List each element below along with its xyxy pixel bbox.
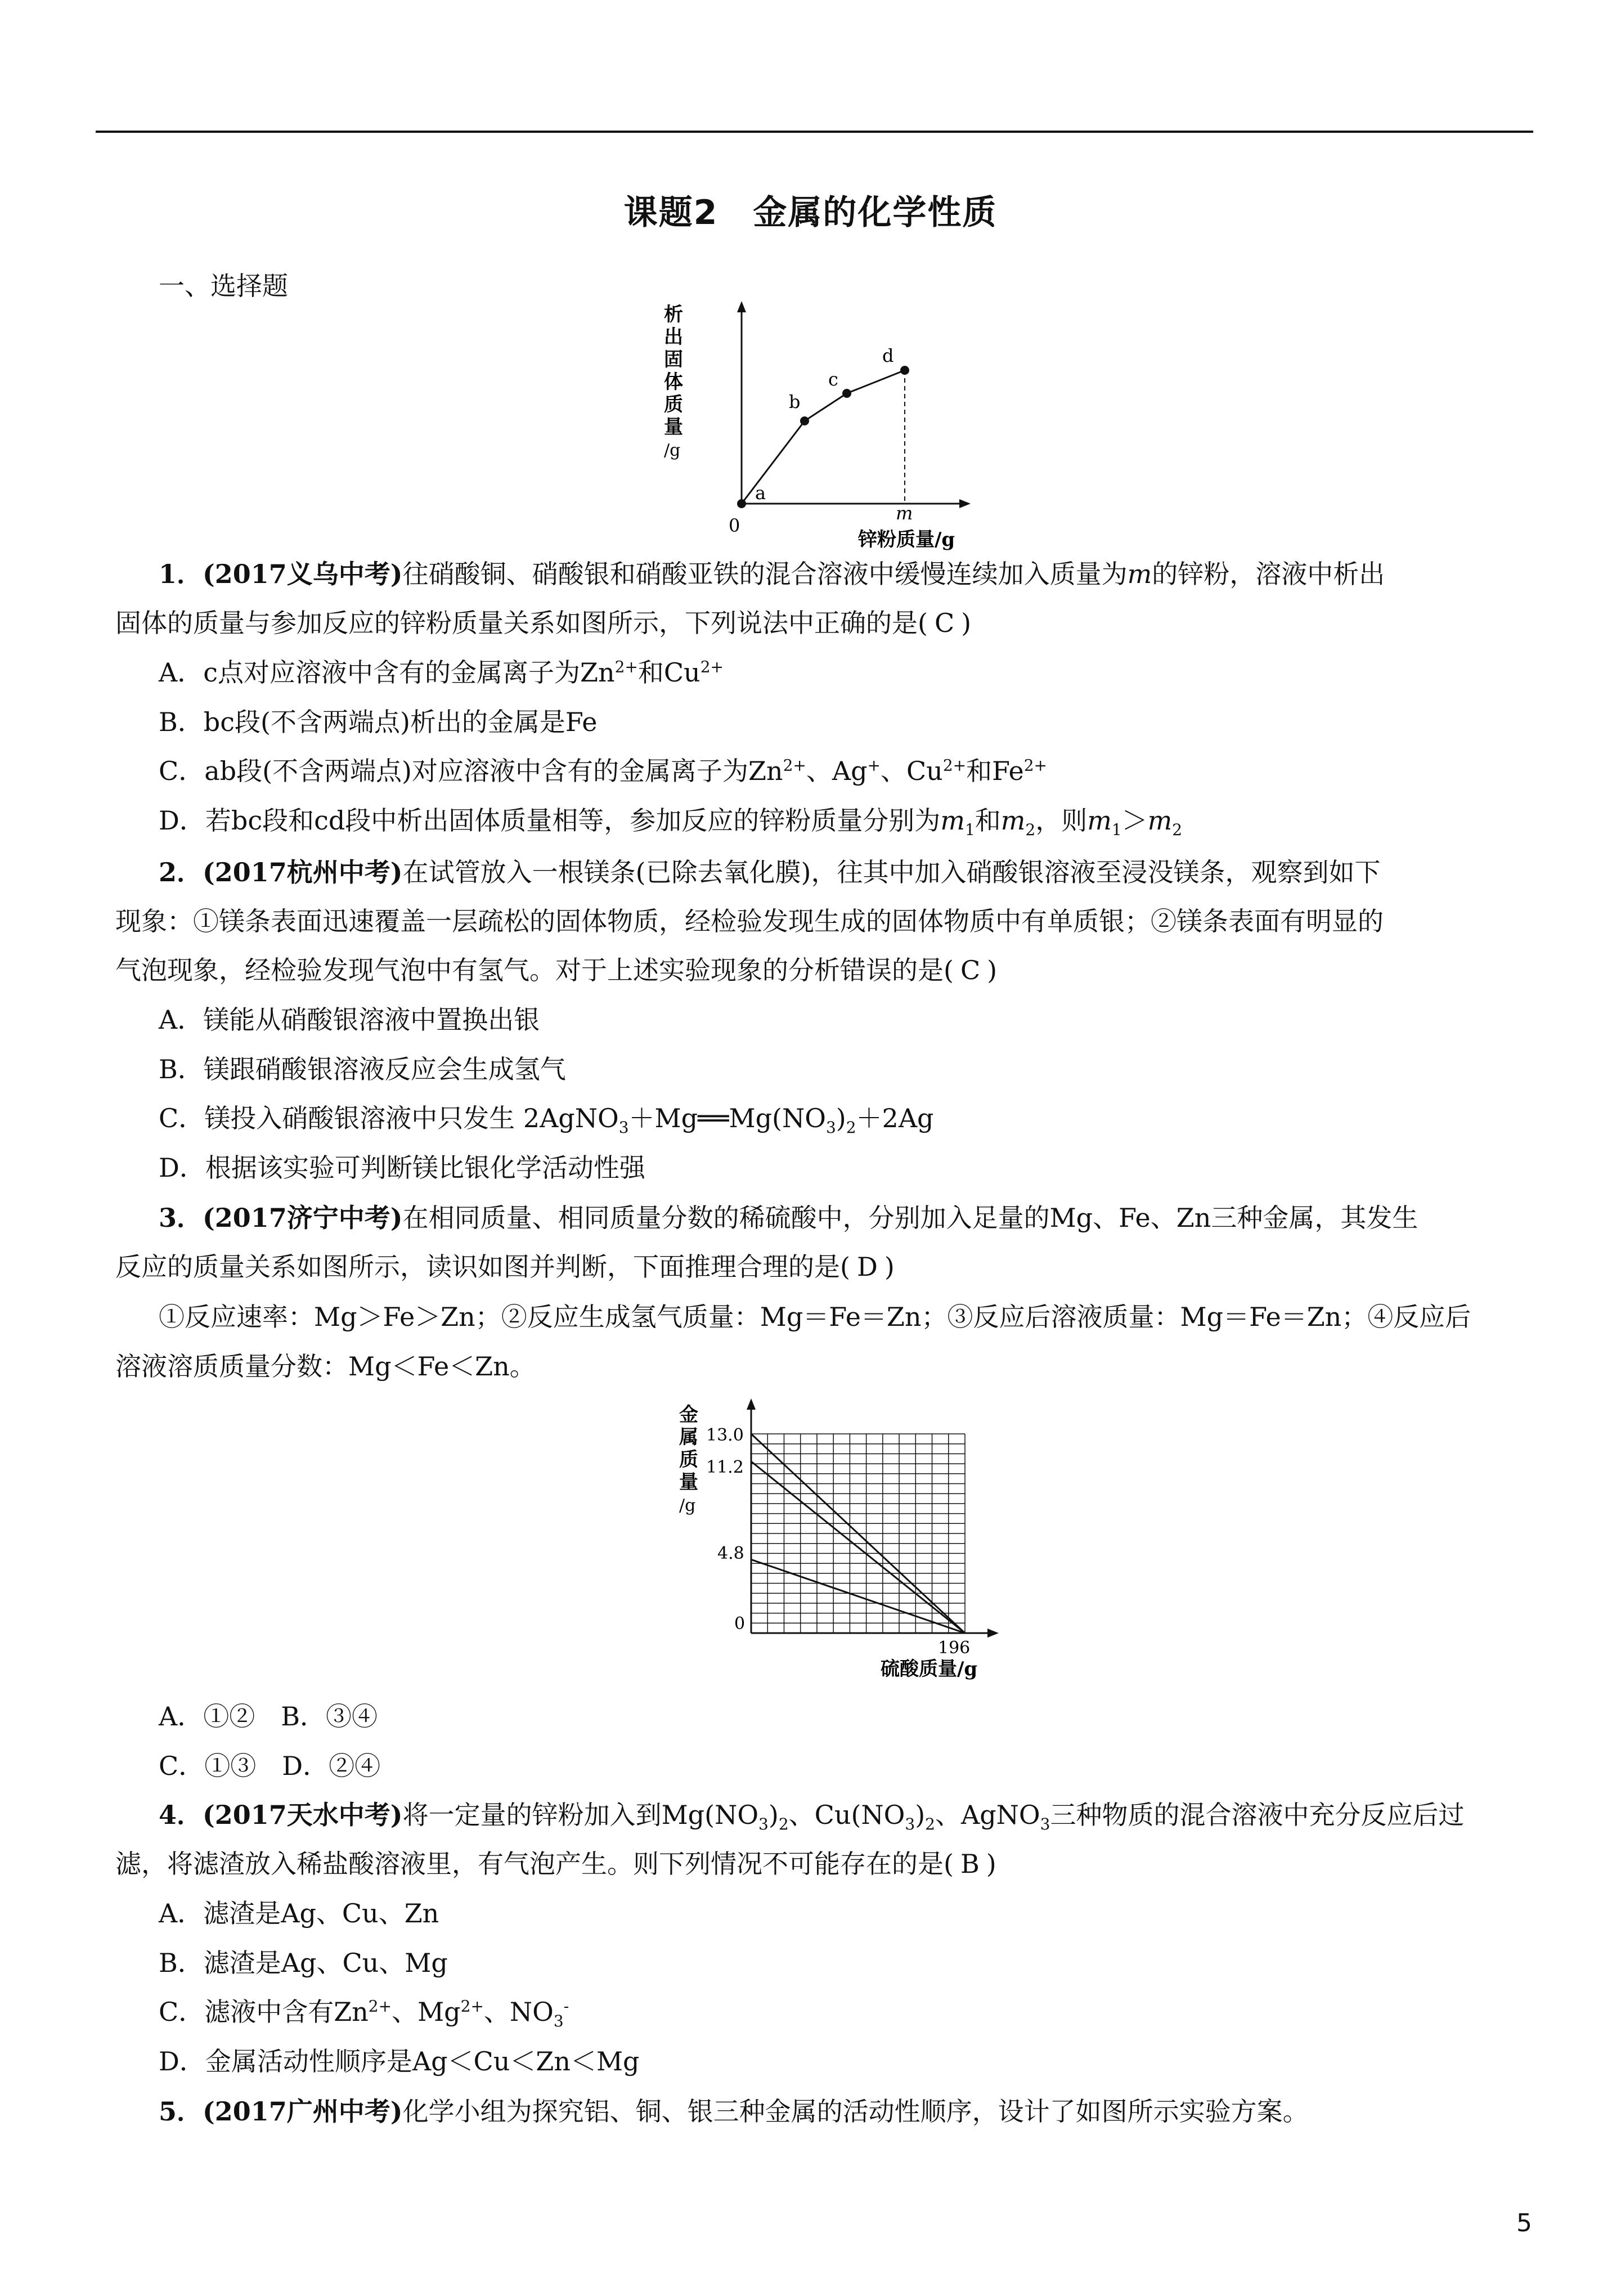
q2-line1 bbox=[159, 855, 1380, 889]
q4-source: (2017天水中考) bbox=[203, 1800, 403, 1830]
q2-c-sub3: 2 bbox=[846, 1118, 856, 1137]
q1-d-sub2: 2 bbox=[1025, 820, 1036, 840]
chart1-xlabel: 锌粉质量/g bbox=[858, 528, 955, 551]
q4-l1f: 三种物质的混合溶液中充分反应后过 bbox=[1050, 1800, 1465, 1830]
q3-line4: 溶液溶质质量分数：Mg＜Fe＜Zn。 bbox=[115, 1351, 536, 1382]
page-title: 课题2 金属的化学性质 bbox=[623, 193, 998, 232]
q1-c-text: C．ab段(不含两端点)对应溶液中含有的金属离子为Zn bbox=[159, 756, 783, 786]
q1-d-text: D．若bc段和cd段中析出固体质量相等，参加反应的锌粉质量分别为 bbox=[159, 805, 941, 836]
chart1-label-d: d bbox=[882, 345, 894, 366]
q2-option-d: D．根据该实验可判断镁比银化学活动性强 bbox=[159, 1153, 645, 1183]
chart1-ylabel-c6: /g bbox=[664, 441, 681, 460]
chart2-ylabel-c3: 量 bbox=[679, 1471, 698, 1494]
chart2-ylabel bbox=[679, 1403, 698, 1515]
q4-l1a: 将一定量的锌粉加入到Mg(NO bbox=[402, 1800, 759, 1830]
q1-c-sup4: 2+ bbox=[1023, 756, 1047, 775]
chart2-series-line-1 bbox=[751, 1461, 965, 1633]
section-heading: 一、选择题 bbox=[159, 271, 288, 301]
q3-source: (2017济宁中考) bbox=[203, 1203, 403, 1233]
q2-c-t1: C．镁投入硝酸银溶液中只发生 2AgNO bbox=[159, 1103, 619, 1133]
q4-c-sub3: 3 bbox=[553, 2012, 564, 2031]
q5-line1 bbox=[159, 2095, 1309, 2128]
q1-text3: 固体的质量与参加反应的锌粉质量关系如图所示，下列说法中正确的是( bbox=[115, 608, 928, 638]
q1-a-sup2: 2+ bbox=[700, 657, 724, 676]
q3-text1: 在相同质量、相同质量分数的稀硫酸中，分别加入足量的Mg、Fe、Zn三种金属，其发生 bbox=[402, 1203, 1418, 1233]
q4-l1b: ) bbox=[768, 1800, 779, 1830]
q2-source: (2017杭州中考) bbox=[203, 857, 403, 887]
q4-l1s5: 3 bbox=[1040, 1815, 1050, 1834]
q2-number: 2． bbox=[159, 857, 203, 887]
chart2-ytick-4: 4.8 bbox=[717, 1544, 744, 1563]
chart2-xlabel: 硫酸质量/g bbox=[881, 1658, 978, 1680]
q1-option-c bbox=[159, 754, 1047, 788]
q1-d-sub3: 1 bbox=[1111, 820, 1122, 840]
q2-c-sub2: 3 bbox=[825, 1118, 836, 1137]
chart2-series-line-2 bbox=[751, 1559, 965, 1633]
q1-d-and: 和 bbox=[975, 805, 1001, 836]
chart1-ylabel bbox=[664, 303, 683, 460]
q2-c-sub1: 3 bbox=[618, 1118, 629, 1137]
q2-c-t3: ) bbox=[836, 1103, 846, 1133]
chart2-ylabel-c4: /g bbox=[679, 1496, 696, 1515]
q3-answer: D bbox=[856, 1252, 878, 1282]
chart1-label-b: b bbox=[789, 391, 801, 412]
q4-l1d: ) bbox=[915, 1800, 926, 1830]
q2-option-b: B．镁跟硝酸银溶液反应会生成氢气 bbox=[159, 1054, 566, 1084]
q1-c-t3: 、Cu bbox=[880, 756, 943, 786]
chart1-x-arrow bbox=[959, 499, 971, 508]
q1-d-m1: m bbox=[940, 805, 965, 836]
chart2-ytick-13: 13.0 bbox=[706, 1425, 744, 1445]
chart2-y-arrow bbox=[747, 1398, 756, 1410]
q1-option-a bbox=[159, 656, 724, 689]
q1-c-sup2: + bbox=[867, 756, 881, 775]
q1-text2: 的锌粉，溶液中析出 bbox=[1152, 559, 1385, 589]
chart1-label-a: a bbox=[755, 482, 766, 504]
q1-c-sup3: 2+ bbox=[942, 756, 967, 775]
q1-a-sup1: 2+ bbox=[614, 657, 638, 676]
q1-d-m2: m bbox=[1000, 805, 1026, 836]
q5-source: (2017广州中考) bbox=[203, 2096, 403, 2127]
q4-option-b: B．滤渣是Ag、Cu、Mg bbox=[159, 1948, 448, 1978]
q1-d-sub1: 1 bbox=[964, 820, 975, 840]
chart2-ylabel-c1: 属 bbox=[679, 1426, 698, 1449]
q3-text2: 反应的质量关系如图所示，读识如图并判断，下面推理合理的是( bbox=[115, 1252, 850, 1282]
chart2-ytick-0: 0 bbox=[734, 1614, 746, 1634]
q2-line3 bbox=[115, 953, 997, 987]
q1-c-t4: 和Fe bbox=[966, 756, 1024, 786]
q3-number: 3． bbox=[159, 1203, 203, 1233]
q2-option-c bbox=[159, 1101, 933, 1135]
q1-d-gt: ＞ bbox=[1121, 805, 1148, 836]
chart1-ylabel-c2: 固 bbox=[664, 348, 683, 371]
q2-option-a: A．镁能从硝酸银溶液中置换出银 bbox=[159, 1004, 540, 1035]
q3-line2 bbox=[115, 1250, 895, 1284]
chart1-ylabel-c1: 出 bbox=[664, 326, 683, 348]
chart1-ylabel-c4: 质 bbox=[664, 393, 683, 416]
q4-line1 bbox=[159, 1798, 1464, 1832]
chart1-ylabel-c3: 体 bbox=[664, 371, 683, 393]
q1-number: 1． bbox=[159, 559, 203, 589]
q1-d-sub4: 2 bbox=[1172, 820, 1183, 840]
chart1-y-arrow bbox=[737, 301, 746, 312]
q4-l1s4: 2 bbox=[925, 1815, 935, 1834]
q4-l1e: 、AgNO bbox=[935, 1800, 1040, 1830]
q1-line2 bbox=[115, 606, 971, 640]
q2-line2: 现象：①镁条表面迅速覆盖一层疏松的固体物质，经检验发现生成的固体物质中有单质银；②镁条表面有明显的 bbox=[115, 906, 1384, 936]
q2-text3: 气泡现象，经检验发现气泡中有氢气。对于上述实验现象的分析错误的是( bbox=[115, 955, 954, 985]
q3-line3: ①反应速率：Mg＞Fe＞Zn；②反应生成氢气质量：Mg＝Fe＝Zn；③反应后溶液质量：Mg＝Fe＝Zn；④反应后 bbox=[159, 1302, 1471, 1332]
q4-l1s3: 3 bbox=[905, 1815, 915, 1834]
q2-close: ) bbox=[987, 955, 998, 985]
chart2-ylabel-c2: 质 bbox=[679, 1449, 698, 1471]
q3-line1 bbox=[159, 1201, 1418, 1235]
q1-text1: 往硝酸铜、硝酸银和硝酸亚铁的混合溶液中缓慢连续加入质量为 bbox=[402, 559, 1128, 589]
chart-zinc-precipitate bbox=[664, 295, 990, 554]
chart-metal-sulfuric bbox=[672, 1396, 1021, 1683]
q4-l1c: 、Cu(NO bbox=[788, 1800, 905, 1830]
q1-a-mid: 和Cu bbox=[637, 657, 701, 688]
chart2-x-arrow bbox=[987, 1629, 999, 1638]
q4-c-t2: 、Mg bbox=[392, 1997, 461, 2027]
chart1-point-b bbox=[800, 416, 809, 425]
q1-m: m bbox=[1127, 559, 1152, 589]
chart1-line bbox=[742, 370, 905, 504]
q4-answer: B bbox=[960, 1849, 980, 1879]
q2-answer: C bbox=[960, 955, 981, 985]
chart2-ylabel-c0: 金 bbox=[679, 1403, 698, 1426]
q1-answer: C bbox=[934, 608, 955, 638]
q1-option-d bbox=[159, 804, 1183, 840]
chart1-origin: 0 bbox=[729, 515, 740, 536]
chart1-label-c: c bbox=[828, 369, 838, 390]
chart1-ylabel-c5: 量 bbox=[664, 416, 683, 438]
chart2-xtick-196: 196 bbox=[938, 1638, 971, 1658]
q1-line1 bbox=[159, 557, 1385, 591]
q1-option-b: B．bc段(不含两端点)析出的金属是Fe bbox=[159, 707, 598, 737]
q4-number: 4． bbox=[159, 1800, 203, 1830]
q1-d-then: ，则 bbox=[1035, 805, 1088, 836]
chart1-point-a bbox=[737, 499, 746, 508]
page-number: 5 bbox=[1516, 2209, 1532, 2237]
chart1-point-c bbox=[842, 389, 851, 398]
q4-l1s1: 3 bbox=[758, 1815, 769, 1834]
q3-options-ab: A．①② B．③④ bbox=[159, 1701, 378, 1732]
chart1-ylabel-c0: 析 bbox=[664, 303, 683, 326]
q5-text1: 化学小组为探究铝、铜、银三种金属的活动性顺序，设计了如图所示实验方案。 bbox=[402, 2096, 1309, 2127]
q4-option-d: D．金属活动性顺序是Ag＜Cu＜Zn＜Mg bbox=[159, 2046, 640, 2077]
q2-c-t4: ＋2Ag bbox=[856, 1103, 934, 1133]
q1-a-text: A．c点对应溶液中含有的金属离子为Zn bbox=[159, 657, 615, 688]
q2-text1: 在试管放入一根镁条(已除去氧化膜)，往其中加入硝酸银溶液至浸没镁条，观察到如下 bbox=[402, 857, 1381, 887]
q3-options-cd: C．①③ D．②④ bbox=[159, 1751, 381, 1781]
q4-option-c bbox=[159, 1995, 569, 2029]
q1-close: ) bbox=[961, 608, 972, 638]
q2-c-t2: ＋Mg══Mg(NO bbox=[628, 1103, 826, 1133]
q4-c-t1: C．滤液中含有Zn bbox=[159, 1997, 369, 2027]
q1-source: (2017义乌中考) bbox=[203, 559, 403, 589]
q4-line2 bbox=[115, 1847, 996, 1881]
q1-d-m3: m bbox=[1087, 805, 1112, 836]
q1-c-t2: 、Ag bbox=[806, 756, 868, 786]
q4-c-sup2: 2+ bbox=[460, 1997, 484, 2016]
q4-text2: 滤，将滤渣放入稀盐酸溶液里，有气泡产生。则下列情况不可能存在的是( bbox=[115, 1849, 954, 1879]
chart2-ytick-11: 11.2 bbox=[706, 1458, 744, 1477]
q4-l1s2: 2 bbox=[778, 1815, 789, 1834]
header-rule bbox=[96, 131, 1533, 133]
chart1-m-label: m bbox=[896, 503, 913, 524]
q4-option-a: A．滤渣是Ag、Cu、Zn bbox=[159, 1898, 439, 1929]
q3-close: ) bbox=[884, 1252, 895, 1282]
q4-close: ) bbox=[986, 1849, 996, 1879]
q1-c-sup1: 2+ bbox=[783, 756, 806, 775]
chart1-point-d bbox=[900, 366, 909, 375]
q4-c-sup1: 2+ bbox=[368, 1997, 392, 2016]
q5-number: 5． bbox=[159, 2096, 203, 2127]
q1-d-m4: m bbox=[1147, 805, 1173, 836]
q4-c-t3: 、NO bbox=[483, 1997, 554, 2027]
q4-c-sup3: - bbox=[563, 1997, 569, 2016]
